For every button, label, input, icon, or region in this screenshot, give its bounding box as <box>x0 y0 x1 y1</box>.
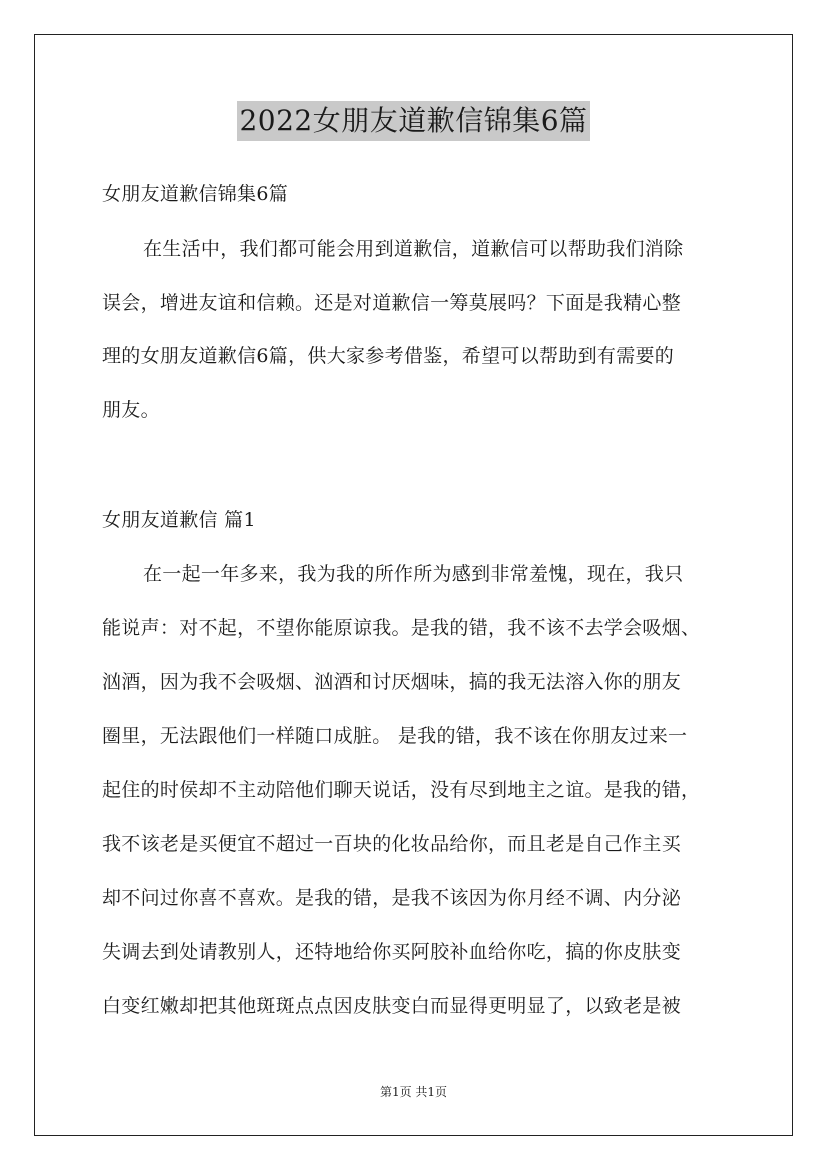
body-line: 失调去到处请教别人，还特地给你买阿胶补血给你吃，搞的你皮肤变 <box>102 941 682 963</box>
body-line: 在一起一年多来，我为我的所作所为感到非常羞愧，现在，我只 <box>143 563 684 585</box>
body-line: 能说声：对不起，不望你能原谅我。是我的错，我不该不去学会吸烟、 <box>102 617 701 639</box>
body-line: 圈里，无法跟他们一样随口成脏。 是我的错，我不该在你朋友过来一 <box>102 725 688 747</box>
document-title: 2022女朋友道歉信锦集6篇 <box>237 101 589 141</box>
body-line: 汹酒，因为我不会吸烟、汹酒和讨厌烟味，搞的我无法溶入你的朋友 <box>102 671 682 693</box>
intro-line: 误会，增进友谊和信赖。还是对道歉信一筹莫展吗？下面是我精心整 <box>102 292 682 314</box>
body-line: 白变红嫩却把其他斑斑点点因皮肤变白而显得更明显了，以致老是被 <box>102 995 682 1017</box>
intro-line: 朋友。 <box>102 399 160 421</box>
body-line: 起住的时侯却不主动陪他们聊天说话，没有尽到地主之谊。是我的错， <box>102 779 701 801</box>
body-line: 我不该老是买便宜不超过一百块的化妆品给你，而且老是自己作主买 <box>102 833 682 855</box>
title-container <box>0 101 827 141</box>
document-subtitle: 女朋友道歉信锦集6篇 <box>102 183 289 205</box>
intro-line: 理的女朋友道歉信6篇，供大家参考借鉴，希望可以帮助到有需要的 <box>102 345 675 367</box>
body-line: 却不问过你喜不喜欢。是我的错，是我不该因为你月经不调、内分泌 <box>102 887 682 909</box>
intro-line: 在生活中，我们都可能会用到道歉信，道歉信可以帮助我们消除 <box>143 238 684 260</box>
section-heading: 女朋友道歉信 篇1 <box>102 509 256 531</box>
page-footer: 第1页 共1页 <box>379 1085 448 1099</box>
